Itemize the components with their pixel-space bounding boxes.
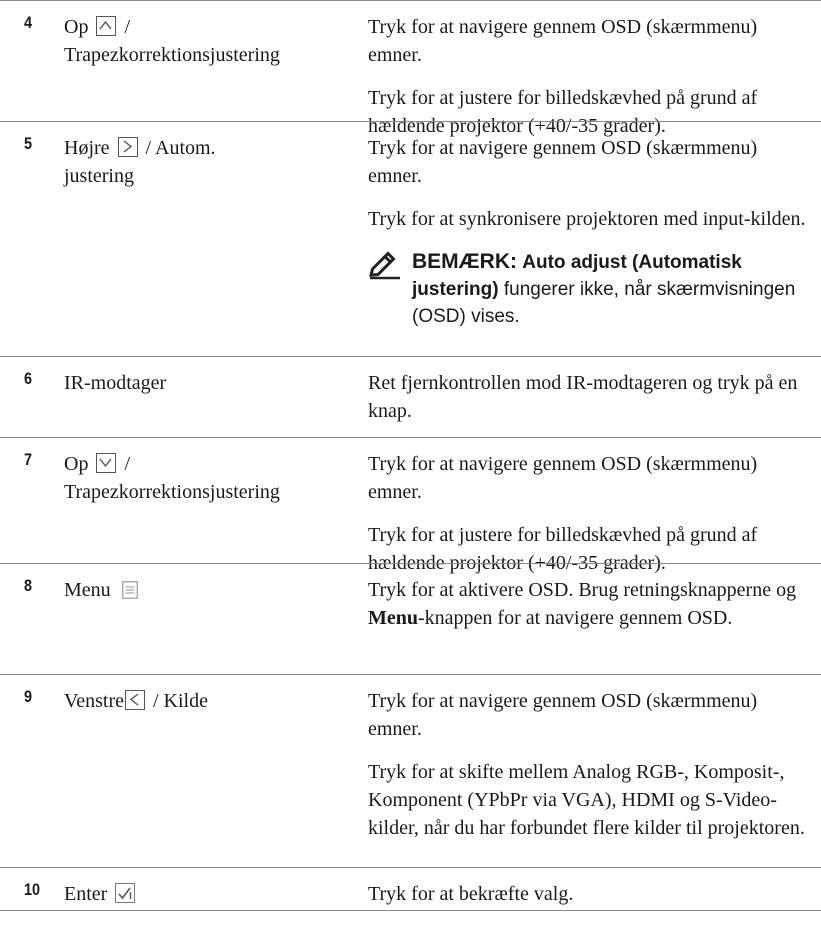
description-text: Tryk for at bekræfte valg. — [368, 883, 574, 905]
description-bold-word: Menu — [368, 607, 418, 629]
row-number: 4 — [24, 13, 33, 32]
table-row — [0, 0, 821, 137]
row-number: 6 — [24, 369, 33, 388]
chevron-right-icon — [118, 137, 138, 157]
description — [368, 134, 814, 330]
description-text: Tryk for at justere for billedskævhed på grund af hældende projektor (+40/-35 grader). — [368, 524, 758, 574]
table-row — [0, 121, 821, 356]
table-row — [0, 867, 821, 911]
button-name — [64, 450, 354, 506]
description — [368, 687, 814, 857]
pencil-note-icon — [368, 248, 402, 280]
button-name-suffix: / — [124, 453, 131, 475]
description-text: Tryk for at synkronisere projektoren med input-kilden. — [368, 208, 806, 230]
description-text: Ret fjernkontrollen mod IR-modtageren og tryk på en knap. — [368, 372, 798, 422]
button-name — [64, 134, 354, 190]
row-number: 8 — [24, 576, 33, 595]
table-row — [0, 674, 821, 867]
row-number: 7 — [24, 450, 33, 469]
row-number: 9 — [24, 687, 33, 706]
button-function-text: Trapezkorrektionsjustering — [64, 44, 280, 66]
description-text: Tryk for at navigere gennem OSD (skærmmenu) emner. — [368, 690, 758, 740]
button-name — [64, 687, 354, 715]
note-bold-text: Auto adjust (Automatisk justering) — [412, 252, 742, 300]
row-number: 10 — [24, 880, 41, 899]
button-name — [64, 13, 354, 69]
description-text — [368, 576, 814, 632]
button-name-text: Venstre — [64, 690, 124, 712]
description-text-start: Tryk for at aktivere OSD. Brug retningsknapperne og — [368, 579, 797, 601]
checkmark-icon — [115, 883, 135, 903]
description-text: Tryk for at justere for billedskævhed på grund af hældende projektor (+40/-35 grader). — [368, 87, 758, 137]
table-row — [0, 563, 821, 674]
description — [368, 880, 814, 923]
button-name — [64, 369, 354, 397]
button-name-text: Op — [64, 16, 89, 38]
button-name-text: Højre — [64, 137, 110, 159]
note-text: fungerer ikke, når skærmvisningen (OSD) vises. — [412, 279, 796, 327]
button-name-text: IR-modtager — [64, 372, 167, 394]
chevron-up-icon — [96, 16, 116, 36]
button-name — [64, 880, 354, 908]
button-name-suffix: / Autom. — [145, 137, 216, 159]
button-function-text: justering — [64, 165, 134, 187]
button-name-text: Menu — [64, 579, 111, 601]
table-row — [0, 437, 821, 574]
description-text: Tryk for at skifte mellem Analog RGB-, Komposit-, Komponent (YPbPr via VGA), HDMI og S-Video-kilder, når du har forbundet flere kilder til projektoren. — [368, 761, 805, 839]
description-text: Tryk for at navigere gennem OSD (skærmmenu) emner. — [368, 453, 758, 503]
button-name-text: Op — [64, 453, 89, 475]
button-function-text: Trapezkorrektionsjustering — [64, 481, 280, 503]
note-box — [368, 248, 814, 330]
button-name-text: Enter — [64, 883, 108, 905]
description — [368, 369, 814, 440]
description-text: Tryk for at navigere gennem OSD (skærmmenu) emner. — [368, 137, 758, 187]
button-name-suffix: / — [124, 16, 131, 38]
menu-icon — [122, 581, 138, 599]
description-text: Tryk for at navigere gennem OSD (skærmmenu) emner. — [368, 16, 758, 66]
button-name-suffix: / Kilde — [152, 690, 208, 712]
description-text-end: -knappen for at navigere gennem OSD. — [418, 607, 733, 629]
row-number: 5 — [24, 134, 33, 153]
note-label: BEMÆRK: — [412, 250, 517, 273]
button-name — [64, 576, 354, 604]
chevron-left-icon — [125, 690, 145, 710]
chevron-down-icon — [96, 453, 116, 473]
description — [368, 576, 814, 647]
table-row — [0, 356, 821, 437]
